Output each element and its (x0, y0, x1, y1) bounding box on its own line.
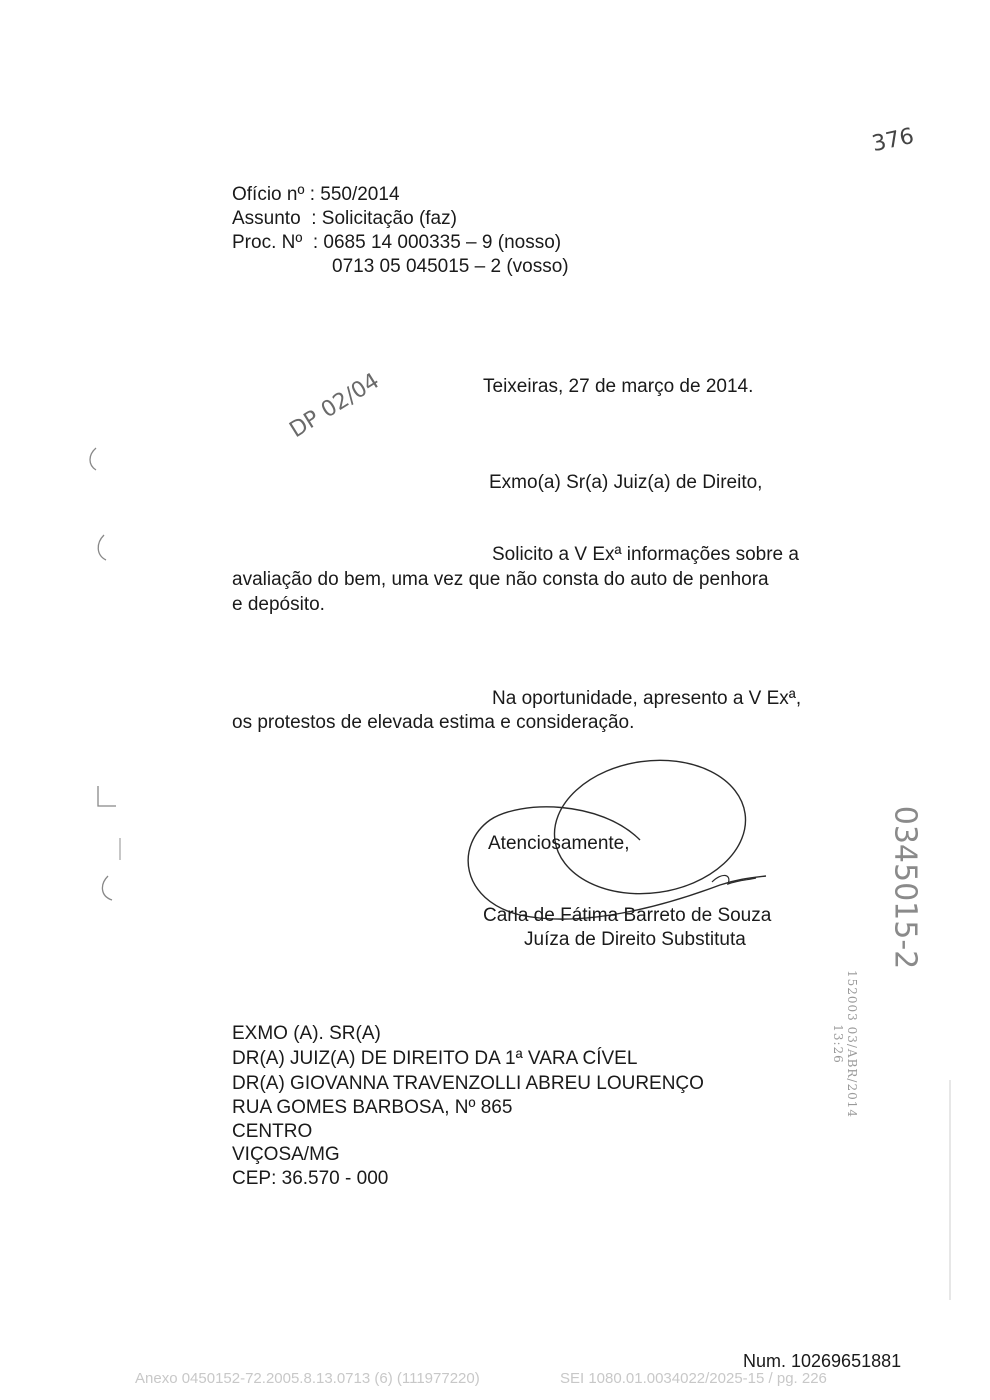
place-date: Teixeiras, 27 de março de 2014. (483, 376, 754, 397)
handwritten-page-number: 376 (869, 123, 917, 158)
recipient-line-7: CEP: 36.570 - 000 (232, 1168, 389, 1189)
proc-value-1: 0685 14 000335 – 9 (nosso) (323, 232, 562, 253)
oficio-label: Ofício nº (232, 184, 305, 205)
oficio-line: Ofício nº : 550/2014 (232, 184, 400, 205)
paragraph-2-line-1: Na oportunidade, apresento a V Exª, (492, 688, 802, 709)
paragraph-2-line-2: os protestos de elevada estima e consideração. (232, 712, 635, 733)
document-number: Num. 10269651881 (743, 1351, 902, 1371)
paragraph-1-line-1: Solicito a V Exª informações sobre a (492, 544, 799, 565)
recipient-line-6: VIÇOSA/MG (232, 1144, 340, 1165)
proc-line: Proc. Nº : 0685 14 000335 – 9 (nosso) (232, 232, 562, 253)
footer-right: SEI 1080.01.0034022/2025-15 / pg. 226 (560, 1370, 827, 1387)
side-handwritten-number: 0345015-2 (887, 805, 923, 970)
closing: Atenciosamente, (488, 833, 630, 854)
recipient-line-5: CENTRO (232, 1121, 313, 1142)
recipient-line-1: EXMO (A). SR(A) (232, 1023, 381, 1044)
assunto-label: Assunto (232, 208, 301, 229)
handwritten-note: DP 02/04 (285, 368, 384, 444)
paragraph-1-line-3: e depósito. (232, 594, 325, 615)
proc-value-2: 0713 05 045015 – 2 (vosso) (332, 256, 569, 277)
paragraph-1-line-2: avaliação do bem, uma vez que não consta do auto de penhora (232, 569, 769, 590)
proc-label: Proc. Nº (232, 232, 303, 253)
recipient-line-4: RUA GOMES BARBOSA, Nº 865 (232, 1097, 513, 1118)
footer-left: Anexo 0450152-72.2005.8.13.0713 (6) (111977220) (135, 1370, 480, 1387)
protocol-stamp: 152003 03/ABR/2014 13:26 (831, 969, 859, 1119)
recipient-line-3: DR(A) GIOVANNA TRAVENZOLLI ABREU LOURENÇO (232, 1073, 704, 1094)
recipient-line-2: DR(A) JUIZ(A) DE DIREITO DA 1ª VARA CÍVEL (232, 1048, 638, 1069)
assunto-value: Solicitação (faz) (321, 208, 457, 229)
oficio-value: 550/2014 (320, 184, 400, 205)
salutation: Exmo(a) Sr(a) Juiz(a) de Direito, (489, 472, 763, 493)
assunto-line: Assunto : Solicitação (faz) (232, 208, 457, 229)
signer-title: Juíza de Direito Substituta (524, 929, 746, 950)
signer-name: Carla de Fátima Barreto de Souza (483, 905, 772, 926)
